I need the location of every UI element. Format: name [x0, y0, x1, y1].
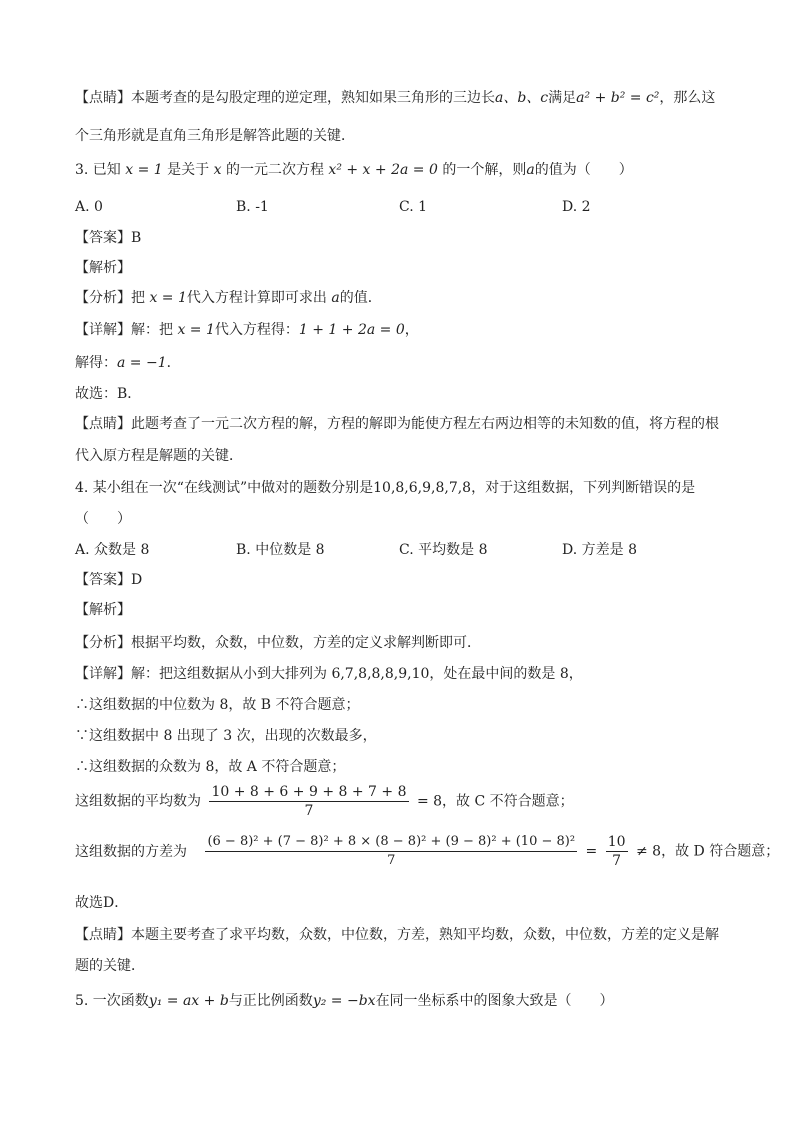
q4-variance-value-fraction [606, 834, 628, 869]
q3-fenxi-3: 的值． [339, 290, 382, 306]
q3-detail-cond: x = 1 [177, 322, 215, 338]
q4-choose: 故选D． [75, 895, 129, 911]
q4-answer: 【答案】D [75, 572, 143, 588]
q3-solve-equation: a = −1 [117, 355, 167, 371]
q4-mode: ∴这组数据的众数为 8，故 A 不符合题意； [75, 759, 346, 775]
q5-function-2: y₂ = −bx [312, 993, 376, 1009]
q3-detail-1: 【详解】解：把 [75, 322, 173, 338]
q4-stem [75, 478, 734, 498]
q4-mean-tail: = 8，故 C 不符合题意； [416, 793, 574, 810]
q3-detail [75, 320, 734, 340]
q3-detail-2: 代入方程得： [214, 322, 299, 338]
q4-analysis-heading: 【解析】 [75, 602, 131, 618]
q2-comment-text-3: 个三角形就是直角三角形是解答此题的关键． [75, 128, 355, 144]
q5-stem-1: 5. 一次函数 [75, 993, 149, 1009]
q3-equation: x² + x + 2a = 0 [328, 162, 438, 178]
q4-mean-denominator: 7 [304, 803, 314, 819]
q4-choice-b: B. 中位数是 8 [236, 542, 325, 558]
q4-fenxi: 【分析】根据平均数，众数，中位数，方差的定义求解判断即可． [75, 635, 481, 651]
q4-mean-numerator: 10 + 8 + 6 + 9 + 8 + 7 + 8 [211, 784, 407, 800]
q4-detail-2: ，处在最中间的数是 8， [429, 666, 583, 682]
q3-comment-line-1: 【点睛】此题考查了一元二次方程的解，方程的解即为能使方程左右两边相等的未知数的值，将方程的根 [75, 416, 719, 432]
q4-stem-bracket: （ ） [75, 511, 131, 527]
q4-choice-d: D. 方差是 8 [562, 542, 637, 558]
q2-comment-mid: 满足 [548, 90, 577, 106]
q3-choice-a: A. 0 [75, 199, 103, 215]
q3-stem-1: 3. 已知 [75, 162, 121, 178]
q4-sorted-data: 6,7,8,8,8,9,10 [331, 666, 430, 682]
q5-function-1: y₁ = ax + b [148, 993, 229, 1009]
q4-variance-value-numerator: 10 [607, 834, 626, 850]
q3-analysis-heading: 【解析】 [75, 260, 131, 276]
q3-stem-3: 的一元二次方程 [225, 162, 324, 178]
q4-stem-1: 4. 某小组在一次“在线测试”中做对的题数分别是 [75, 480, 374, 496]
q2-pythagorean-equation: a² + b² = c² [576, 90, 660, 106]
q3-stem-5: 的值为（ ） [534, 162, 633, 178]
q4-median: ∴这组数据的中位数为 8，故 B 不符合题意； [75, 697, 360, 713]
q3-comment-line-2: 代入原方程是解题的关键． [75, 448, 243, 464]
q3-stem-2: 是关于 [167, 162, 210, 178]
q2-comment-line-2 [75, 126, 734, 146]
q3-variable-x: x [213, 162, 222, 178]
q2-vars: a、b、c [495, 90, 549, 106]
q3-condition: x = 1 [125, 162, 163, 178]
q4-variance-value-denominator: 7 [612, 853, 622, 869]
q4-comment-line-1: 【点睛】本题主要考查了求平均数，众数，中位数，方差，熟知平均数，众数，中位数，方差的定义是解 [75, 927, 719, 943]
q3-fenxi-cond: x = 1 [149, 290, 187, 306]
q2-comment-line-1 [75, 88, 734, 108]
q3-solve [75, 353, 734, 373]
q4-variance-numerator: (6 − 8)² + (7 − 8)² + 8 × (8 − 8)² + (9 − 8)² + (10 − 8)² [205, 834, 577, 852]
q5-stem-3: 在同一坐标系中的图象大致是（ ） [375, 993, 614, 1009]
q4-variance-tail: ≠ 8，故 D 符合题意； [635, 843, 780, 860]
q3-detail-3: ， [404, 322, 419, 338]
q2-comment-text-1: 【点睛】本题考查的是勾股定理的逆定理，熟知如果三角形的三边长 [75, 90, 495, 106]
q3-detail-equation: 1 + 1 + 2a = 0 [298, 322, 405, 338]
q5-stem-2: 与正比例函数 [228, 993, 313, 1009]
q3-fenxi [75, 288, 734, 308]
q5-stem [75, 991, 734, 1011]
q4-stem-2: ，对于这组数据，下列判断错误的是 [471, 480, 696, 496]
q3-fenxi-a: a [331, 290, 340, 306]
q3-choose: 故选：B． [75, 386, 142, 402]
q3-choice-b: B. -1 [236, 199, 269, 215]
q4-variance-fraction [205, 834, 577, 869]
q3-stem [75, 160, 734, 180]
q4-variance-equals: = [585, 843, 598, 860]
q3-solve-1: 解得： [75, 355, 117, 371]
q3-stem-4: 的一个解，则 [442, 162, 527, 178]
q4-detail [75, 664, 734, 684]
q3-answer: 【答案】B [75, 230, 142, 246]
q4-choice-c: C. 平均数是 8 [399, 542, 488, 558]
q4-mean-fraction [209, 784, 408, 819]
q4-variance [75, 834, 780, 869]
q3-choice-c: C. 1 [399, 199, 428, 215]
q4-variance-lead: 这组数据的方差为 [75, 843, 187, 860]
q4-mean-lead: 这组数据的平均数为 [75, 793, 201, 810]
q2-comment-text-2: ，那么这 [659, 90, 716, 106]
q4-variance-denominator: 7 [387, 853, 396, 868]
q3-fenxi-2: 代入方程计算即可求出 [186, 290, 327, 306]
q4-choice-a: A. 众数是 8 [75, 542, 150, 558]
q4-because: ∵这组数据中 8 出现了 3 次，出现的次数最多， [75, 728, 377, 744]
q3-fenxi-1: 【分析】把 [75, 290, 145, 306]
q4-data: 10,8,6,9,8,7,8 [373, 480, 472, 496]
q4-comment-line-2: 题的关键． [75, 958, 145, 974]
q4-mean [75, 784, 734, 819]
q3-variable-a: a [526, 162, 535, 178]
q3-choice-d: D. 2 [562, 199, 591, 215]
q3-solve-2: ． [166, 355, 181, 371]
q4-detail-1: 【详解】解：把这组数据从小到大排列为 [75, 666, 327, 682]
